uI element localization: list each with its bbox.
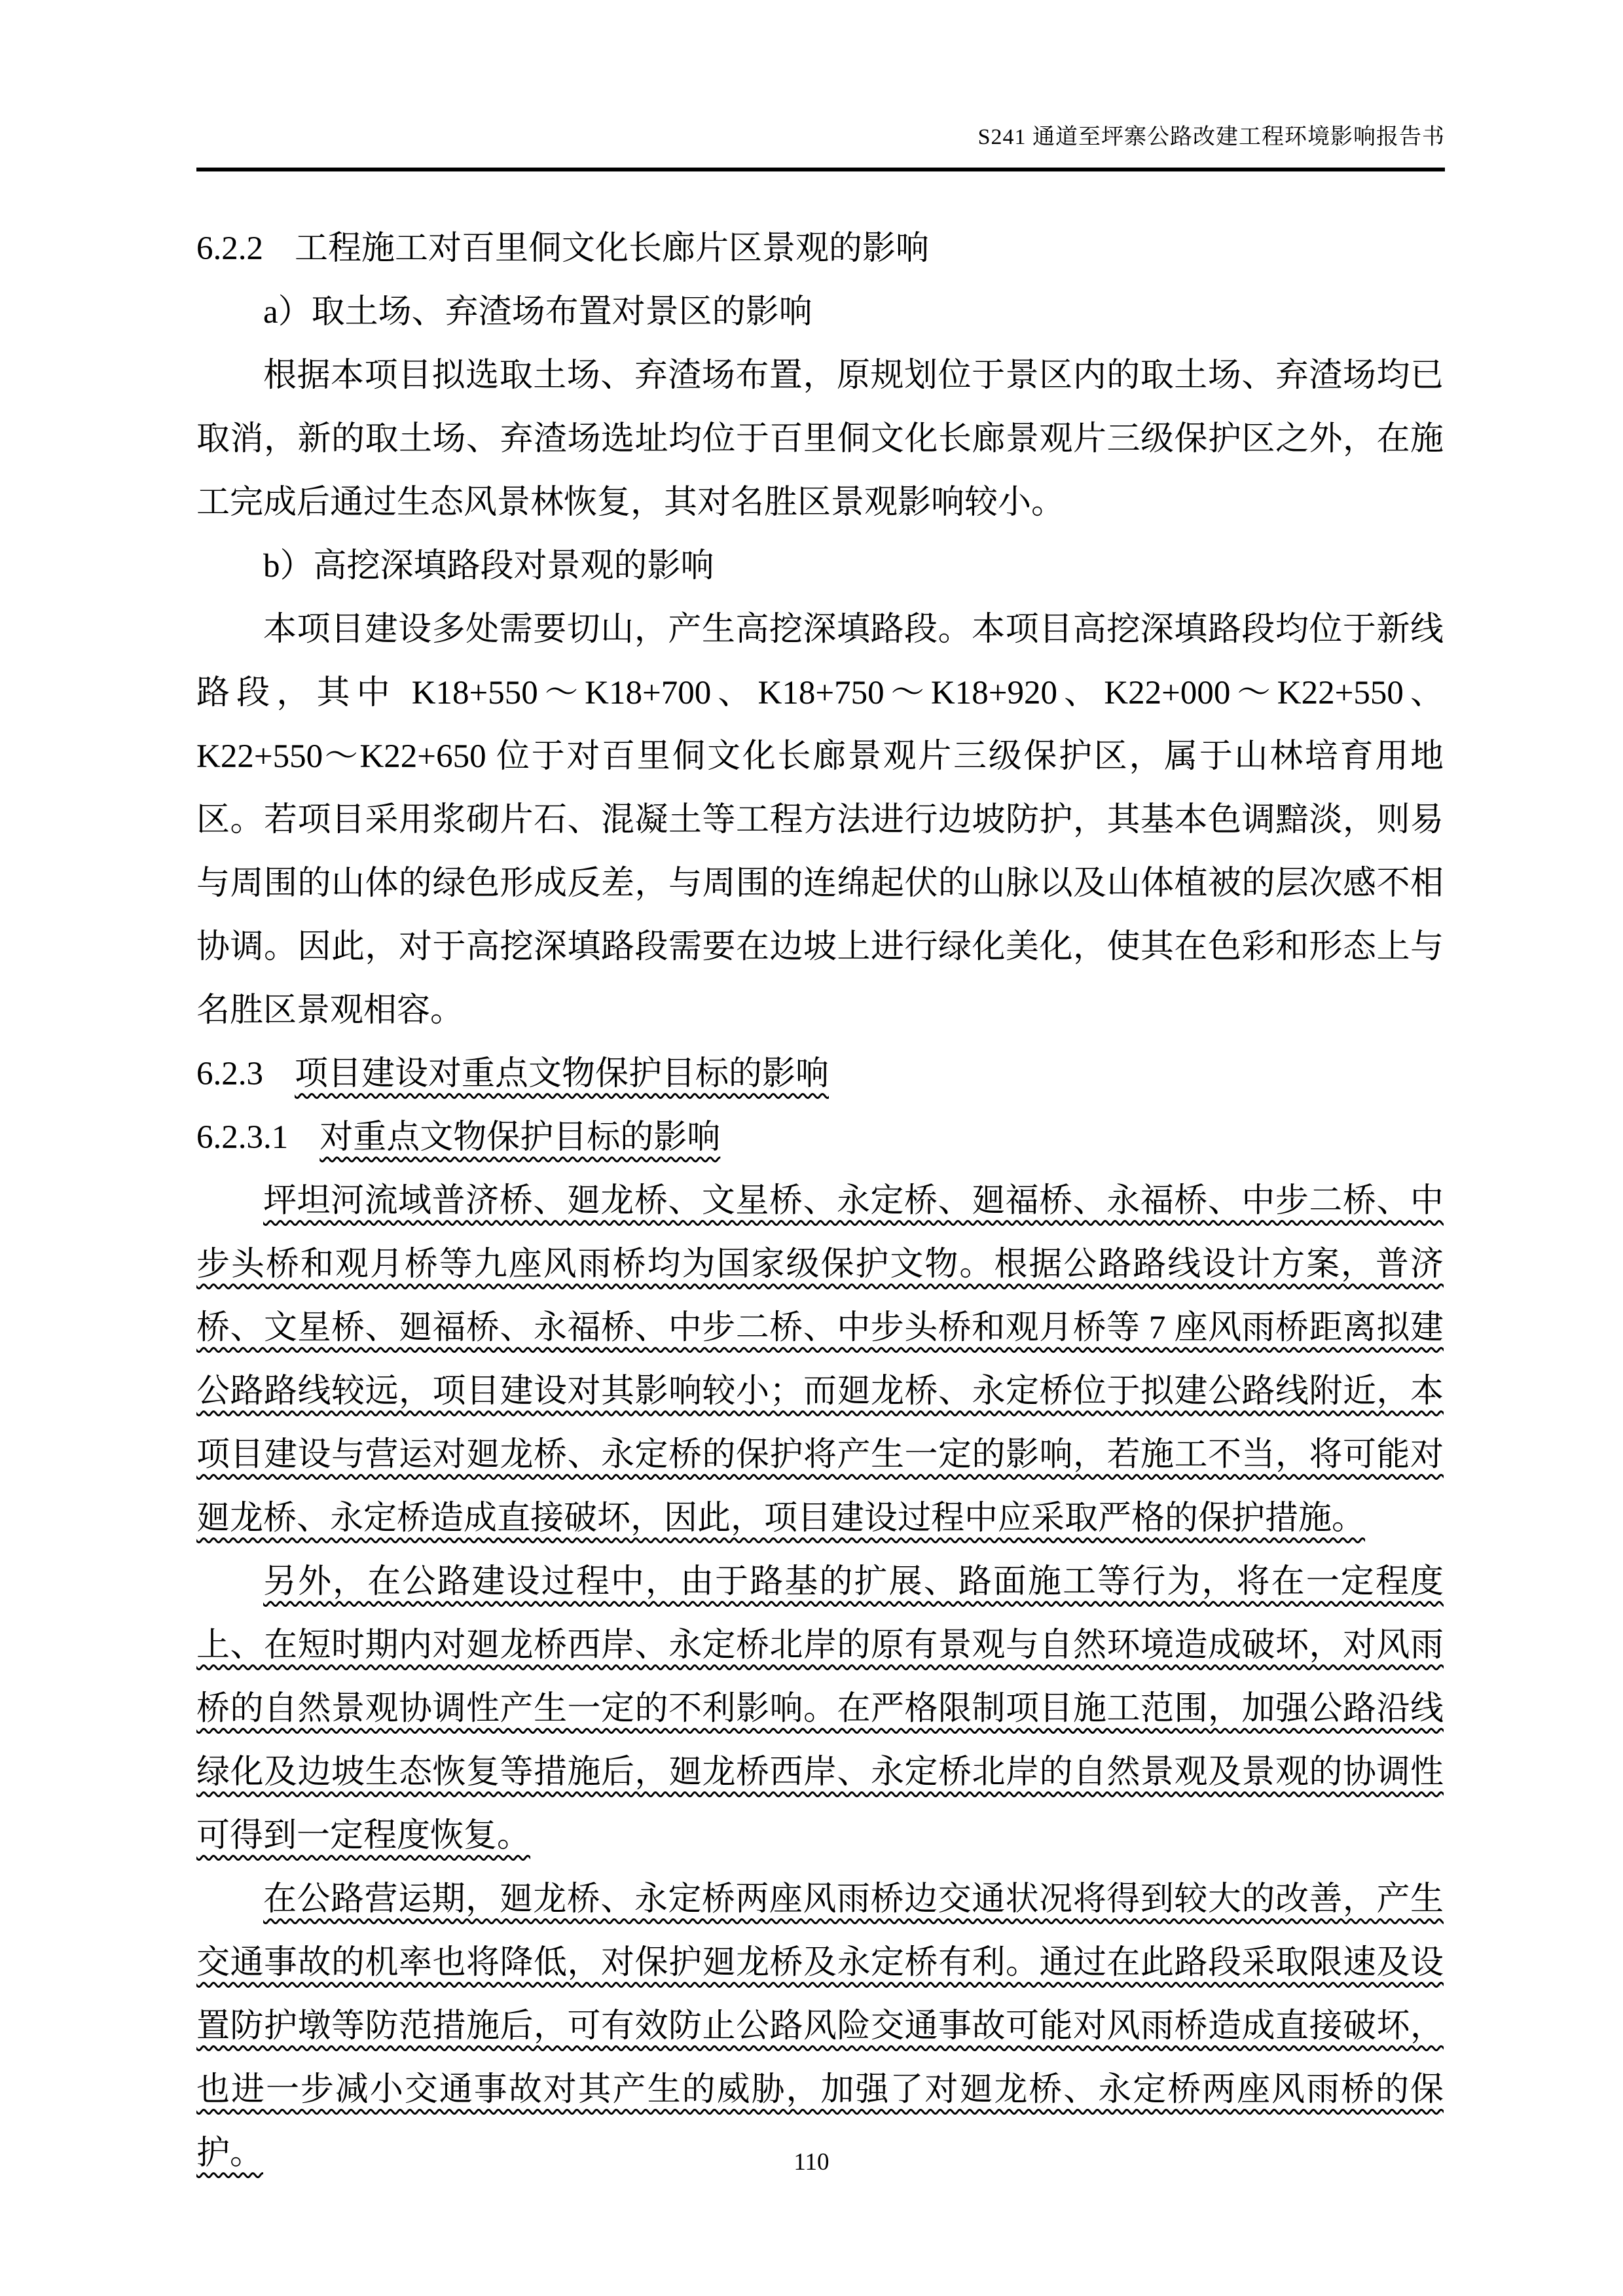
document-body — [196, 217, 1444, 2185]
section-number: 6.2.3.1 — [196, 1119, 289, 1156]
paragraph — [196, 1551, 1444, 1868]
section-title: 对重点文物保护目标的影响 — [319, 1119, 721, 1156]
section-number: 6.2.2 — [196, 230, 263, 267]
page-footer — [0, 2147, 1623, 2178]
paragraph — [196, 598, 1444, 1043]
section-heading-6-2-3 — [196, 1043, 1444, 1106]
subheading-b — [196, 535, 1444, 598]
section-number: 6.2.3 — [196, 1056, 263, 1092]
subheading-a — [196, 281, 1444, 344]
paragraph-text: 本项目建设多处需要切山，产生高挖深填路段。本项目高挖深填路段均位于新线路段，其中 K18+550～K18+700、K18+750～K18+920、K22+000～K22+550、K22+550～K22+650 位于对百里侗文化长廊景观片三级保护区，属于山林培育用地区。若项目采用浆砌片石、混凝土等工程方法进行边坡防护，其基本色调黯淡，则易与周围的山体的绿色形成反差，与周围的连绵起伏的山脉以及山体植被的层次感不相协调。因此，对于高挖深填路段需要在边坡上进行绿化美化，使其在色彩和形态上与名胜区景观相容。 — [196, 611, 1444, 1029]
subheading-text: a）取土场、弃渣场布置对景区的影响 — [263, 294, 812, 331]
paragraph — [196, 1868, 1444, 2185]
paragraph-text: 另外，在公路建设过程中，由于路基的扩展、路面施工等行为，将在一定程度上、在短时期内对廻龙桥西岸、永定桥北岸的原有景观与自然环境造成破坏，对风雨桥的自然景观协调性产生一定的不利影响。在严格限制项目施工范围，加强公路沿线绿化及边坡生态恢复等措施后，廻龙桥西岸、永定桥北岸的自然景观及景观的协调性可得到一定程度恢复。 — [196, 1564, 1444, 1854]
paragraph — [196, 344, 1444, 535]
section-heading-6-2-3-1 — [196, 1106, 1444, 1170]
section-title: 工程施工对百里侗文化长廊片区景观的影响 — [295, 230, 930, 267]
paragraph-text: 根据本项目拟选取土场、弃渣场布置，原规划位于景区内的取土场、弃渣场均已取消，新的取土场、弃渣场选址均位于百里侗文化长廊景观片三级保护区之外，在施工完成后通过生态风景林恢复，其对名胜区景观影响较小。 — [196, 357, 1444, 521]
paragraph-text: 在公路营运期，廻龙桥、永定桥两座风雨桥边交通状况将得到较大的改善，产生交通事故的机率也将降低，对保护廻龙桥及永定桥有利。通过在此路段采取限速及设置防护墩等防范措施后，可有效防止公路风险交通事故可能对风雨桥造成直接破坏，也进一步减小交通事故对其产生的威胁，加强了对廻龙桥、永定桥两座风雨桥的保护。 — [196, 1881, 1444, 2172]
header-title: S241 通道至坪寨公路改建工程环境影响报告书 — [977, 125, 1445, 149]
page-number: 110 — [793, 2149, 830, 2176]
paragraph — [196, 1170, 1444, 1551]
page-header — [196, 122, 1445, 171]
section-heading-6-2-2 — [196, 217, 1444, 281]
paragraph-text: 坪坦河流域普济桥、廻龙桥、文星桥、永定桥、廻福桥、永福桥、中步二桥、中步头桥和观月桥等九座风雨桥均为国家级保护文物。根据公路路线设计方案，普济桥、文星桥、廻福桥、永福桥、中步二桥、中步头桥和观月桥等 7 座风雨桥距离拟建公路路线较远，项目建设对其影响较小；而廻龙桥、永定桥位于拟建公路线附近，本项目建设与营运对廻龙桥、永定桥的保护将产生一定的影响，若施工不当，将可能对廻龙桥、永定桥造成直接破坏，因此，项目建设过程中应采取严格的保护措施。 — [196, 1183, 1444, 1537]
section-title: 项目建设对重点文物保护目标的影响 — [295, 1056, 830, 1092]
subheading-text: b）高挖深填路段对景观的影响 — [263, 548, 714, 584]
